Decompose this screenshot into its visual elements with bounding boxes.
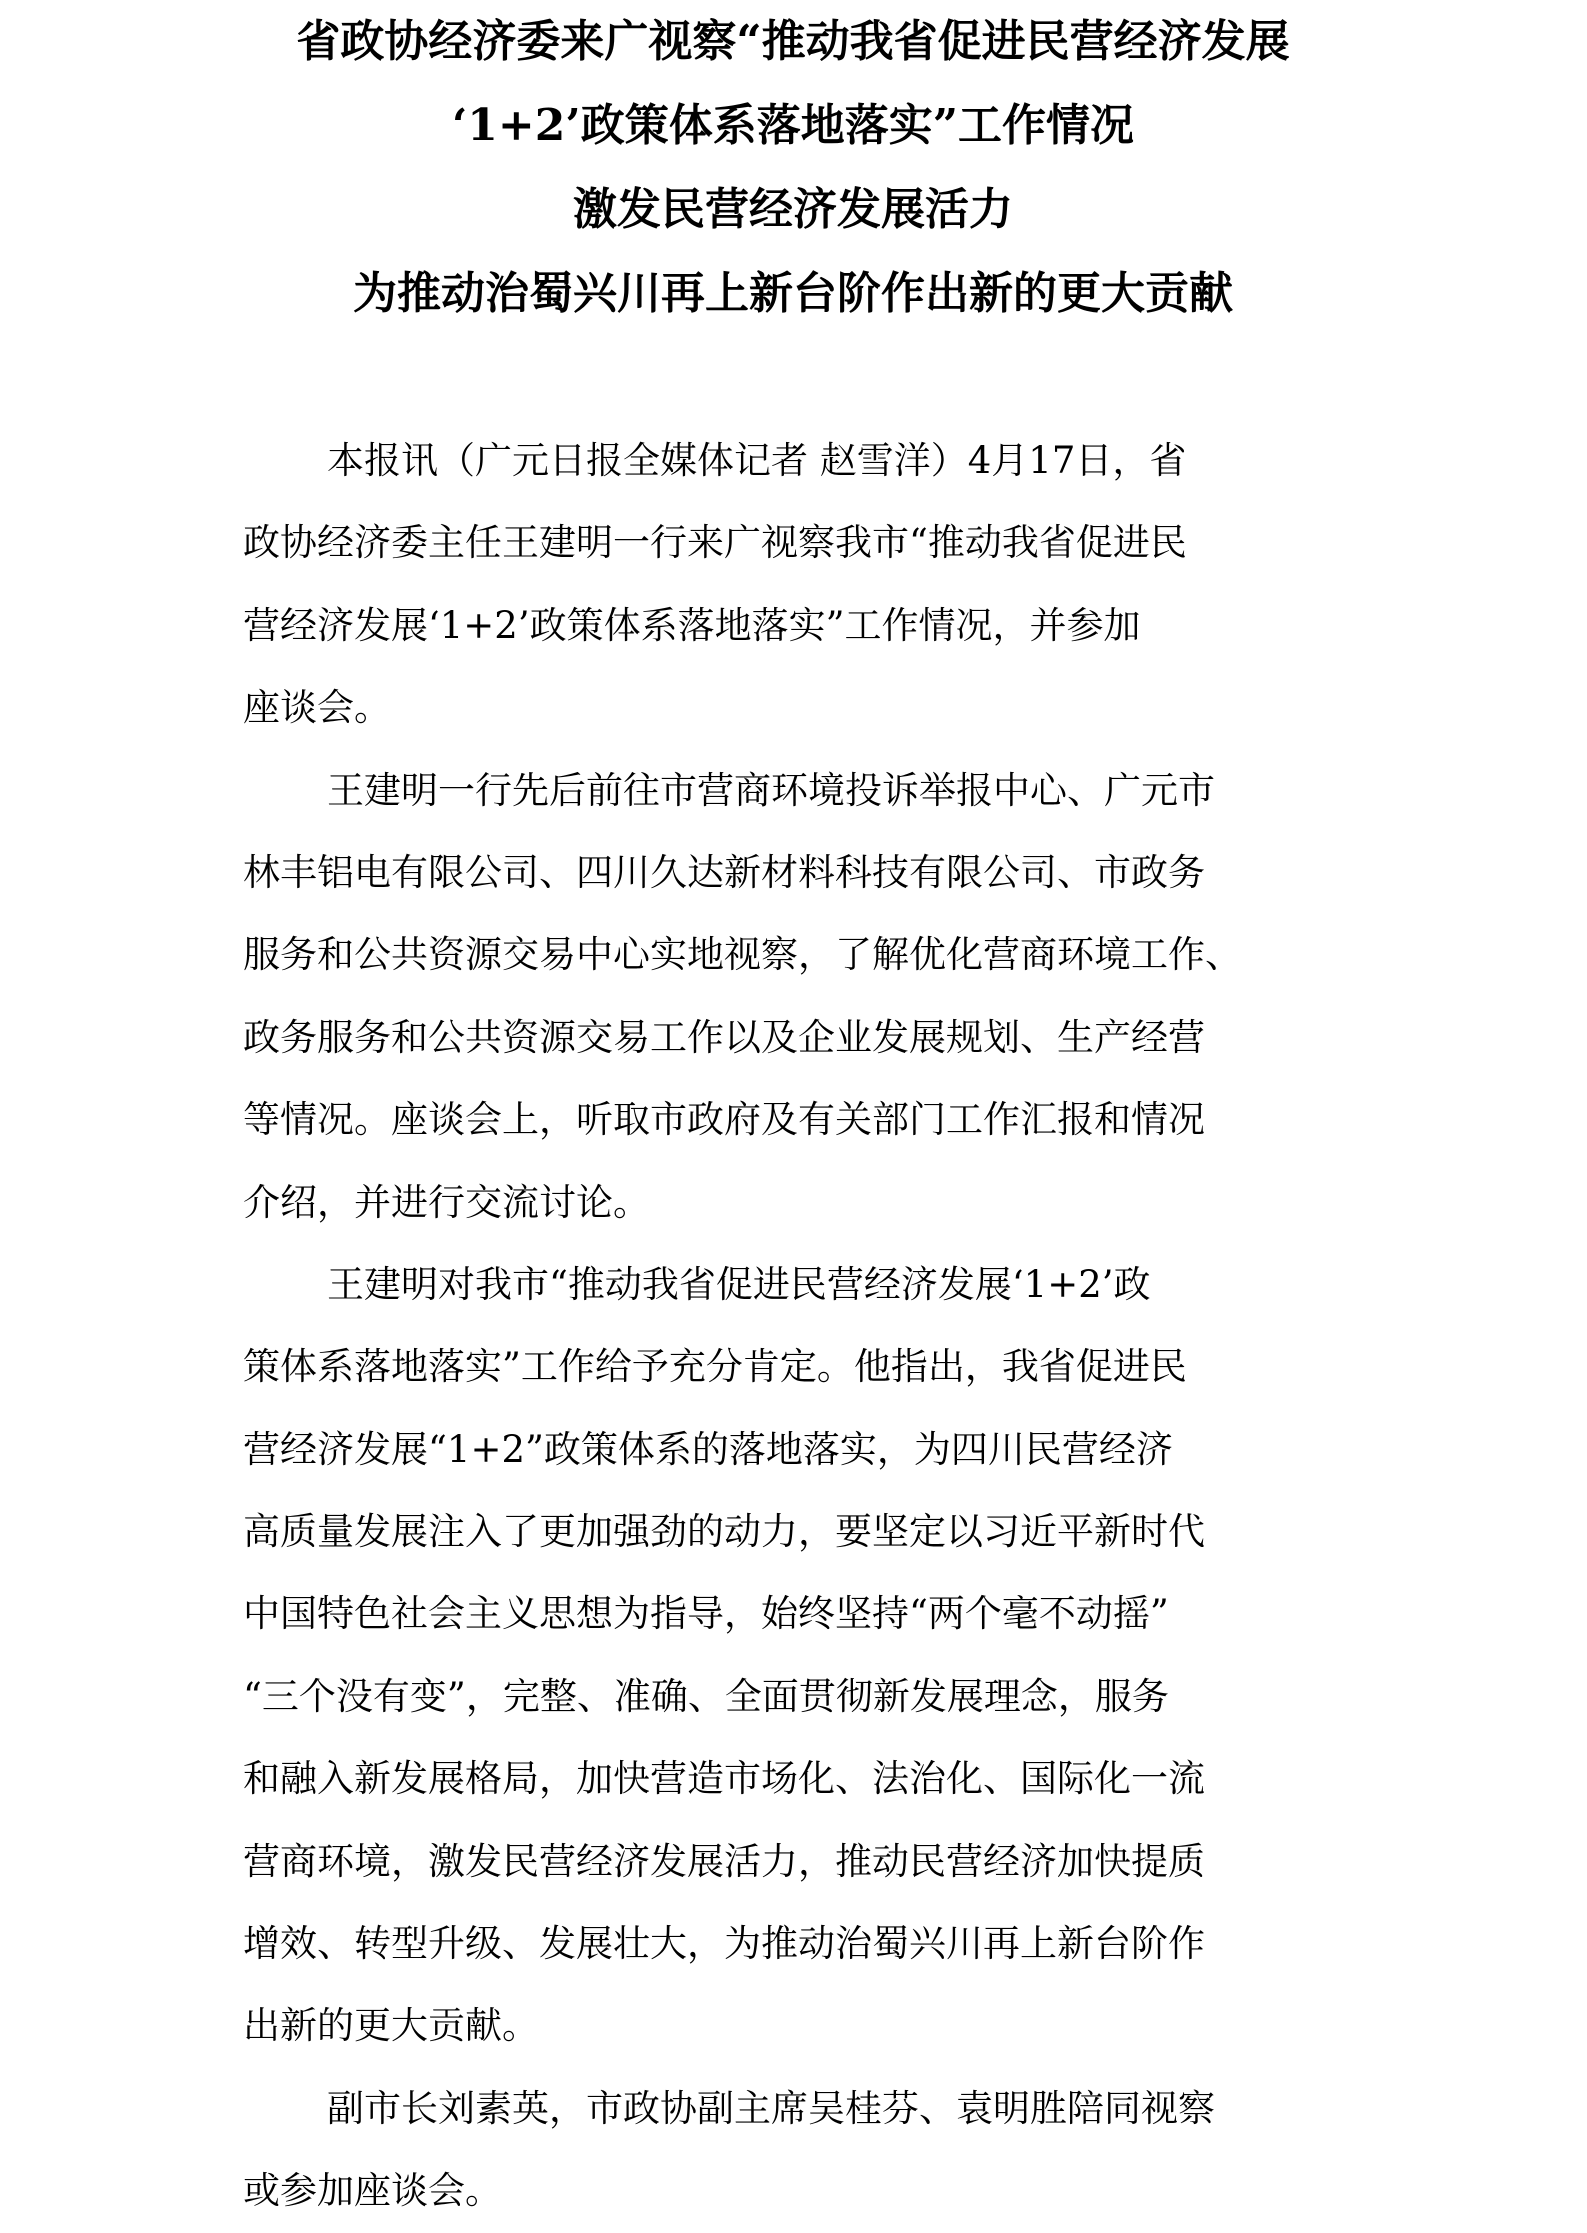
text-line: 营经济发展“1+2”政策体系的落地落实，为四川民营经济: [243, 1427, 1173, 1471]
text-line: 营商环境，激发民营经济发展活力，推动民营经济加快提质: [243, 1839, 1205, 1883]
text-line: “三个没有变”，完整、准确、全面贯彻新发展理念，服务: [243, 1674, 1169, 1718]
text-line: 增效、转型升级、发展壮大，为推动治蜀兴川再上新台阶作: [243, 1922, 1205, 1966]
article-body: [243, 420, 1343, 2233]
text-line: 出新的更大贡献。: [243, 2004, 539, 2048]
paragraph-remarks: [243, 1244, 1343, 2068]
text-line: 座谈会。: [243, 686, 391, 730]
text-line: 本报讯（广元日报全媒体记者 赵雪洋）4月17日，省: [327, 439, 1187, 482]
text-line: 政协经济委主任王建明一行来广视察我市“推动我省促进民: [243, 521, 1187, 565]
headline-line-3: 激发民营经济发展活力: [573, 184, 1013, 235]
text-line: 介绍，并进行交流讨论。: [243, 1180, 650, 1224]
text-line: 政务服务和公共资源交易工作以及企业发展规划、生产经营: [243, 1015, 1205, 1059]
text-line: 策体系落地落实”工作给予充分肯定。他指出，我省促进民: [243, 1345, 1187, 1389]
headline-line-4: 为推动治蜀兴川再上新台阶作出新的更大贡献: [353, 268, 1233, 319]
text-line: 中国特色社会主义思想为指导，始终坚持“两个毫不动摇”: [243, 1592, 1169, 1636]
paragraph-dateline: [243, 420, 1343, 750]
text-line: 和融入新发展格局，加快营造市场化、法治化、国际化一流: [243, 1757, 1205, 1801]
text-line: 高质量发展注入了更加强劲的动力，要坚定以习近平新时代: [243, 1510, 1205, 1554]
headline-line-2: ‘1+2’政策体系落地落实”工作情况: [451, 100, 1135, 151]
text-line: 王建明对我市“推动我省促进民营经济发展‘1+2’政: [327, 1262, 1151, 1306]
paragraph-inspection: [243, 750, 1343, 1244]
headline-line-1: 省政协经济委来广视察“推动我省促进民营经济发展: [296, 16, 1290, 67]
text-line: 副市长刘素英，市政协副主席吴桂芬、袁明胜陪同视察: [327, 2086, 1215, 2130]
text-line: 林丰铝电有限公司、四川久达新材料科技有限公司、市政务: [243, 850, 1205, 894]
paragraph-attendees: [243, 2068, 1343, 2233]
text-line: 等情况。座谈会上，听取市政府及有关部门工作汇报和情况: [243, 1098, 1205, 1142]
article-headline: [243, 0, 1343, 336]
text-line: 服务和公共资源交易中心实地视察，了解优化营商环境工作、: [243, 933, 1242, 977]
text-line: 王建明一行先后前往市营商环境投诉举报中心、广元市: [327, 768, 1215, 812]
text-line: 营经济发展‘1+2’政策体系落地落实”工作情况，并参加: [243, 603, 1141, 647]
text-line: 或参加座谈会。: [243, 2169, 502, 2213]
